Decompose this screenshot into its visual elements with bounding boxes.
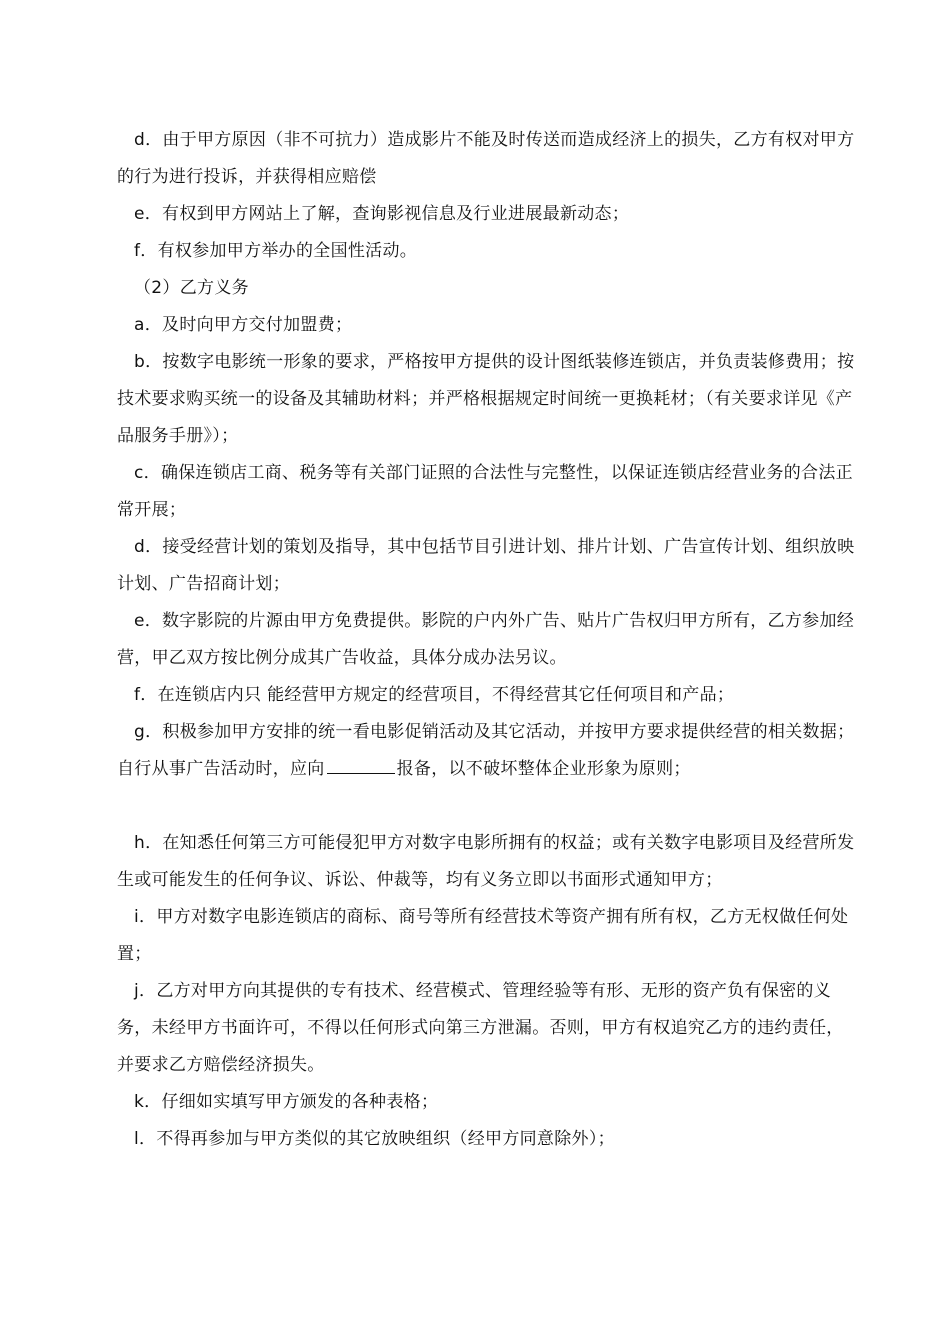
clause-g-text-after: 报备，以不破坏整体企业形象为原则； [396,759,691,779]
clause-g-text-before: g．积极参加甲方安排的统一看电影促销活动及其它活动，并按甲方要求提供经营的相关数据；自行从事广告活动时，应向 [117,722,855,779]
clause-j-obligations: j．乙方对甲方向其提供的专有技术、经营模式、管理经验等有形、无形的资产负有保密的义务，未经甲方书面许可，不得以任何形式向第三方泄漏。否则，甲方有权追究乙方的违约责任，并要求乙方赔偿经济损失。 [117,981,844,1075]
clause-h-obligations: h．在知悉任何第三方可能侵犯甲方对数字电影所拥有的权益；或有关数字电影项目及经营所发生或可能发生的任何争议、诉讼、仲裁等，均有义务立即以书面形式通知甲方； [117,833,855,890]
clause-i-obligations: i．甲方对数字电影连锁店的商标、商号等所有经营技术等资产拥有所有权，乙方无权做任何处置； [117,907,849,964]
clause-d-rights: d．由于甲方原因（非不可抗力）造成影片不能及时传送而造成经济上的损失，乙方有权对甲方的行为进行投诉，并获得相应赔偿 [117,130,855,187]
clause-a-obligations: a．及时向甲方交付加盟费； [134,315,353,335]
section-heading-party-b-obligations: （2）乙方义务 [134,278,249,298]
clause-c-obligations: c．确保连锁店工商、税务等有关部门证照的合法性与完整性，以保证连锁店经营业务的合法正常开展； [117,463,853,520]
clause-g-obligations [117,714,857,788]
document-body [117,122,857,1158]
clause-b-obligations: b．按数字电影统一形象的要求，严格按甲方提供的设计图纸装修连锁店，并负责装修费用；按技术要求购买统一的设备及其辅助材料；并严格根据规定时间统一更换耗材；（有关要求详见《产品服务手册》）； [117,352,855,446]
clause-f-rights: f．有权参加甲方举办的全国性活动。 [134,241,418,261]
clause-k-obligations: k．仔细如实填写甲方颁发的各种表格； [134,1092,439,1112]
clause-e-obligations: e．数字影院的片源由甲方免费提供。影院的户内外广告、贴片广告权归甲方所有，乙方参加经营，甲乙双方按比例分成其广告收益，具体分成办法另议。 [117,611,855,668]
clause-e-rights: e．有权到甲方网站上了解，查询影视信息及行业进展最新动态； [134,204,630,224]
clause-d-obligations: d．接受经营计划的策划及指导，其中包括节目引进计划、排片计划、广告宣传计划、组织放映计划、广告招商计划； [117,537,855,594]
clause-f-obligations: f．在连锁店内只 能经营甲方规定的经营项目，不得经营其它任何项目和产品； [134,685,735,705]
clause-l-obligations: l．不得再参加与甲方类似的其它放映组织（经甲方同意除外）； [134,1129,615,1149]
fill-in-blank [327,753,395,774]
